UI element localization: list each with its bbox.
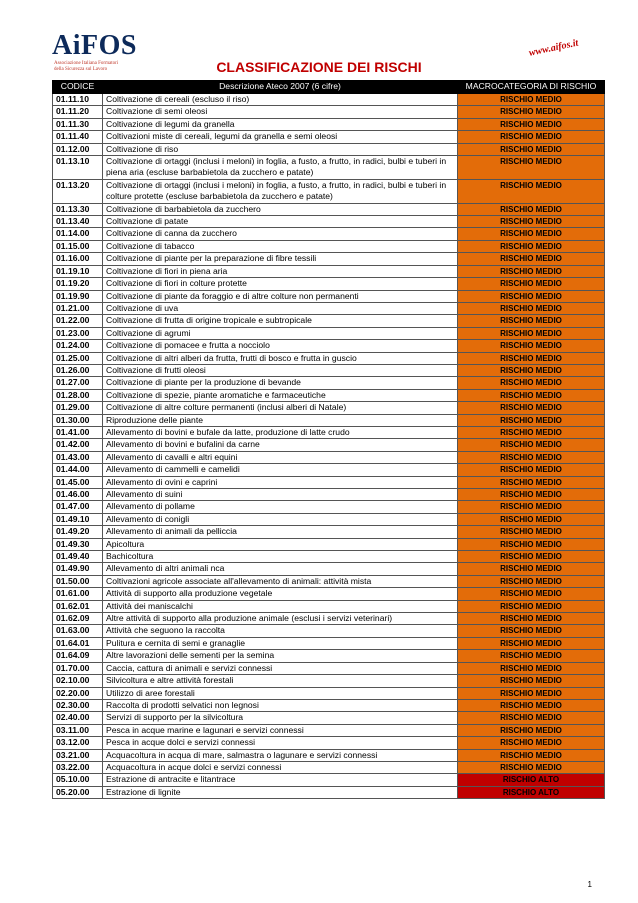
cell-descrizione: Coltivazione di tabacco — [103, 240, 458, 252]
cell-codice: 01.11.40 — [53, 131, 103, 143]
table-row — [53, 551, 605, 563]
cell-codice: 01.19.90 — [53, 290, 103, 302]
cell-codice: 01.15.00 — [53, 240, 103, 252]
column-header-descrizione: Descrizione Ateco 2007 (6 cifre) — [103, 81, 458, 94]
table-row — [53, 94, 605, 106]
cell-rischio-badge: RISCHIO MEDIO — [458, 203, 605, 215]
table-row — [53, 538, 605, 550]
cell-descrizione: Attività che seguono la raccolta — [103, 625, 458, 637]
cell-descrizione: Caccia, cattura di animali e servizi connessi — [103, 662, 458, 674]
cell-descrizione: Coltivazione di fiori in colture protette — [103, 278, 458, 290]
table-row — [53, 389, 605, 401]
cell-rischio-badge: RISCHIO MEDIO — [458, 699, 605, 711]
cell-descrizione: Coltivazione di barbabietola da zucchero — [103, 203, 458, 215]
cell-codice: 02.10.00 — [53, 675, 103, 687]
cell-codice: 01.14.00 — [53, 228, 103, 240]
cell-rischio-badge: RISCHIO MEDIO — [458, 439, 605, 451]
cell-codice: 01.27.00 — [53, 377, 103, 389]
cell-codice: 01.11.20 — [53, 106, 103, 118]
cell-rischio-badge: RISCHIO MEDIO — [458, 563, 605, 575]
table-row — [53, 749, 605, 761]
cell-rischio-badge: RISCHIO MEDIO — [458, 575, 605, 587]
cell-codice: 01.29.00 — [53, 402, 103, 414]
cell-codice: 01.42.00 — [53, 439, 103, 451]
cell-codice: 03.11.00 — [53, 724, 103, 736]
cell-descrizione: Coltivazione di piante da foraggio e di altre colture non permanenti — [103, 290, 458, 302]
cell-codice: 01.25.00 — [53, 352, 103, 364]
cell-codice: 01.13.10 — [53, 156, 103, 180]
cell-codice: 01.13.20 — [53, 179, 103, 203]
cell-descrizione: Allevamento di conigli — [103, 513, 458, 525]
logo-subtitle-line-1: Associazione Italiana Formatori — [54, 61, 119, 66]
table-row — [53, 476, 605, 488]
cell-descrizione: Allevamento di altri animali nca — [103, 563, 458, 575]
cell-codice: 01.49.10 — [53, 513, 103, 525]
cell-codice: 01.64.09 — [53, 650, 103, 662]
cell-descrizione: Coltivazione di cereali (escluso il riso) — [103, 94, 458, 106]
cell-rischio-badge: RISCHIO MEDIO — [458, 650, 605, 662]
cell-descrizione: Allevamento di pollame — [103, 501, 458, 513]
cell-codice: 01.49.20 — [53, 526, 103, 538]
cell-codice: 01.12.00 — [53, 143, 103, 155]
logo-subtitle-line-2: della Sicurezza sul Lavoro — [54, 67, 108, 72]
cell-descrizione: Coltivazione di semi oleosi — [103, 106, 458, 118]
website-stamp: www.aifos.it — [528, 37, 580, 59]
table-row — [53, 131, 605, 143]
cell-descrizione: Coltivazione di ortaggi (inclusi i meloni) in foglia, a fusto, a frutto, in radici, bulbi e tuberi in piena aria (escluse barbabietola da zucchero e patate) — [103, 156, 458, 180]
cell-descrizione: Coltivazione di patate — [103, 216, 458, 228]
cell-descrizione: Coltivazioni agricole associate all'allevamento di animali: attività mista — [103, 575, 458, 587]
table-row — [53, 228, 605, 240]
cell-codice: 02.20.00 — [53, 687, 103, 699]
cell-rischio-badge: RISCHIO ALTO — [458, 774, 605, 786]
table-row — [53, 761, 605, 773]
cell-rischio-badge: RISCHIO MEDIO — [458, 476, 605, 488]
cell-descrizione: Pesca in acque marine e lagunari e servizi connessi — [103, 724, 458, 736]
cell-codice: 01.28.00 — [53, 389, 103, 401]
table-row — [53, 613, 605, 625]
table-row — [53, 179, 605, 203]
cell-codice: 01.24.00 — [53, 340, 103, 352]
table-row — [53, 156, 605, 180]
cell-descrizione: Coltivazione di pomacee e frutta a nocciolo — [103, 340, 458, 352]
table-row — [53, 625, 605, 637]
cell-descrizione: Coltivazione di fiori in piena aria — [103, 265, 458, 277]
cell-descrizione: Attività di supporto alla produzione vegetale — [103, 588, 458, 600]
cell-descrizione: Coltivazione di altri alberi da frutta, frutti di bosco e frutta in guscio — [103, 352, 458, 364]
cell-descrizione: Allevamento di bovini e bufale da latte, produzione di latte crudo — [103, 426, 458, 438]
cell-rischio-badge: RISCHIO MEDIO — [458, 724, 605, 736]
cell-rischio-badge: RISCHIO MEDIO — [458, 402, 605, 414]
table-body — [53, 94, 605, 799]
cell-descrizione: Allevamento di animali da pelliccia — [103, 526, 458, 538]
cell-descrizione: Coltivazione di altre colture permanenti (inclusi alberi di Natale) — [103, 402, 458, 414]
cell-codice: 01.61.00 — [53, 588, 103, 600]
cell-rischio-badge: RISCHIO MEDIO — [458, 228, 605, 240]
cell-rischio-badge: RISCHIO MEDIO — [458, 364, 605, 376]
cell-rischio-badge: RISCHIO MEDIO — [458, 451, 605, 463]
table-row — [53, 439, 605, 451]
cell-descrizione: Apicoltura — [103, 538, 458, 550]
cell-codice: 03.22.00 — [53, 761, 103, 773]
cell-rischio-badge: RISCHIO MEDIO — [458, 352, 605, 364]
cell-rischio-badge: RISCHIO MEDIO — [458, 538, 605, 550]
cell-rischio-badge: RISCHIO MEDIO — [458, 143, 605, 155]
cell-codice: 01.49.90 — [53, 563, 103, 575]
cell-codice: 01.11.30 — [53, 118, 103, 130]
cell-descrizione: Coltivazione di canna da zucchero — [103, 228, 458, 240]
table-row — [53, 662, 605, 674]
table-row — [53, 106, 605, 118]
cell-rischio-badge: RISCHIO MEDIO — [458, 501, 605, 513]
cell-descrizione: Coltivazione di frutta di origine tropicale e subtropicale — [103, 315, 458, 327]
page-title: CLASSIFICAZIONE DEI RISCHI — [216, 59, 422, 75]
cell-rischio-badge: RISCHIO MEDIO — [458, 131, 605, 143]
risk-classification-table — [52, 80, 605, 799]
table-row — [53, 327, 605, 339]
cell-descrizione: Utilizzo di aree forestali — [103, 687, 458, 699]
cell-codice: 01.19.20 — [53, 278, 103, 290]
table-row — [53, 501, 605, 513]
cell-codice: 01.26.00 — [53, 364, 103, 376]
table-row — [53, 489, 605, 501]
cell-rischio-badge: RISCHIO MEDIO — [458, 94, 605, 106]
table-row — [53, 724, 605, 736]
table-row — [53, 575, 605, 587]
table-row — [53, 774, 605, 786]
cell-descrizione: Allevamento di ovini e caprini — [103, 476, 458, 488]
cell-descrizione: Allevamento di cavalli e altri equini — [103, 451, 458, 463]
cell-descrizione: Allevamento di bovini e bufalini da carne — [103, 439, 458, 451]
cell-descrizione: Pesca in acque dolci e servizi connessi — [103, 737, 458, 749]
cell-rischio-badge: RISCHIO MEDIO — [458, 513, 605, 525]
cell-descrizione: Raccolta di prodotti selvatici non legnosi — [103, 699, 458, 711]
table-row — [53, 675, 605, 687]
cell-descrizione: Riproduzione delle piante — [103, 414, 458, 426]
table-header-row — [53, 81, 605, 94]
cell-codice: 01.70.00 — [53, 662, 103, 674]
cell-rischio-badge: RISCHIO MEDIO — [458, 118, 605, 130]
table-row — [53, 216, 605, 228]
cell-codice: 01.43.00 — [53, 451, 103, 463]
cell-rischio-badge: RISCHIO MEDIO — [458, 106, 605, 118]
cell-rischio-badge: RISCHIO MEDIO — [458, 625, 605, 637]
table-row — [53, 364, 605, 376]
cell-codice: 01.49.40 — [53, 551, 103, 563]
cell-rischio-badge: RISCHIO MEDIO — [458, 687, 605, 699]
cell-descrizione: Acquacoltura in acque dolci e servizi connessi — [103, 761, 458, 773]
cell-rischio-badge: RISCHIO MEDIO — [458, 464, 605, 476]
cell-descrizione: Coltivazione di legumi da granella — [103, 118, 458, 130]
cell-descrizione: Coltivazione di frutti oleosi — [103, 364, 458, 376]
cell-rischio-badge: RISCHIO MEDIO — [458, 737, 605, 749]
cell-descrizione: Estrazione di antracite e litantrace — [103, 774, 458, 786]
cell-codice: 01.30.00 — [53, 414, 103, 426]
cell-codice: 01.22.00 — [53, 315, 103, 327]
cell-codice: 01.64.01 — [53, 637, 103, 649]
cell-rischio-badge: RISCHIO MEDIO — [458, 613, 605, 625]
table-row — [53, 563, 605, 575]
logo-text: AiFOS — [52, 30, 137, 61]
cell-rischio-badge: RISCHIO MEDIO — [458, 290, 605, 302]
cell-rischio-badge: RISCHIO MEDIO — [458, 675, 605, 687]
table-row — [53, 426, 605, 438]
cell-descrizione: Silvicoltura e altre attività forestali — [103, 675, 458, 687]
cell-rischio-badge: RISCHIO MEDIO — [458, 302, 605, 314]
cell-codice: 01.11.10 — [53, 94, 103, 106]
cell-rischio-badge: RISCHIO MEDIO — [458, 712, 605, 724]
cell-rischio-badge: RISCHIO MEDIO — [458, 389, 605, 401]
cell-descrizione: Altre lavorazioni delle sementi per la semina — [103, 650, 458, 662]
table-row — [53, 637, 605, 649]
cell-codice: 01.41.00 — [53, 426, 103, 438]
cell-descrizione: Attività dei maniscalchi — [103, 600, 458, 612]
table-row — [53, 786, 605, 798]
column-header-codice: CODICE — [53, 81, 103, 94]
cell-rischio-badge: RISCHIO MEDIO — [458, 637, 605, 649]
table-row — [53, 253, 605, 265]
cell-rischio-badge: RISCHIO MEDIO — [458, 278, 605, 290]
cell-rischio-badge: RISCHIO MEDIO — [458, 253, 605, 265]
cell-codice: 01.44.00 — [53, 464, 103, 476]
cell-rischio-badge: RISCHIO MEDIO — [458, 315, 605, 327]
cell-descrizione: Coltivazione di riso — [103, 143, 458, 155]
cell-codice: 01.50.00 — [53, 575, 103, 587]
table-row — [53, 737, 605, 749]
cell-descrizione: Bachicoltura — [103, 551, 458, 563]
cell-rischio-badge: RISCHIO MEDIO — [458, 749, 605, 761]
cell-rischio-badge: RISCHIO MEDIO — [458, 526, 605, 538]
cell-descrizione: Coltivazione di piante per la produzione di bevande — [103, 377, 458, 389]
cell-descrizione: Servizi di supporto per la silvicoltura — [103, 712, 458, 724]
cell-codice: 02.30.00 — [53, 699, 103, 711]
cell-codice: 01.47.00 — [53, 501, 103, 513]
cell-codice: 01.62.01 — [53, 600, 103, 612]
cell-codice: 01.13.30 — [53, 203, 103, 215]
table-row — [53, 302, 605, 314]
table-row — [53, 687, 605, 699]
table-row — [53, 352, 605, 364]
table-row — [53, 240, 605, 252]
cell-rischio-badge: RISCHIO MEDIO — [458, 327, 605, 339]
cell-descrizione: Coltivazione di spezie, piante aromatiche e farmaceutiche — [103, 389, 458, 401]
table-row — [53, 278, 605, 290]
table-row — [53, 340, 605, 352]
page-number: 1 — [587, 880, 592, 889]
table-row — [53, 526, 605, 538]
cell-rischio-badge: RISCHIO MEDIO — [458, 600, 605, 612]
cell-codice: 05.20.00 — [53, 786, 103, 798]
cell-codice: 01.62.09 — [53, 613, 103, 625]
table-row — [53, 712, 605, 724]
cell-codice: 01.49.30 — [53, 538, 103, 550]
cell-descrizione: Coltivazione di agrumi — [103, 327, 458, 339]
cell-rischio-badge: RISCHIO MEDIO — [458, 340, 605, 352]
cell-codice: 01.63.00 — [53, 625, 103, 637]
table-row — [53, 118, 605, 130]
table-row — [53, 265, 605, 277]
table-row — [53, 650, 605, 662]
cell-codice: 01.13.40 — [53, 216, 103, 228]
table-row — [53, 377, 605, 389]
cell-descrizione: Coltivazione di piante per la preparazione di fibre tessili — [103, 253, 458, 265]
cell-descrizione: Allevamento di suini — [103, 489, 458, 501]
cell-descrizione: Estrazione di lignite — [103, 786, 458, 798]
cell-codice: 03.21.00 — [53, 749, 103, 761]
table-row — [53, 290, 605, 302]
table-row — [53, 451, 605, 463]
table-row — [53, 588, 605, 600]
table-row — [53, 203, 605, 215]
cell-rischio-badge: RISCHIO MEDIO — [458, 377, 605, 389]
table-row — [53, 600, 605, 612]
table-row — [53, 315, 605, 327]
cell-rischio-badge: RISCHIO MEDIO — [458, 240, 605, 252]
cell-codice: 02.40.00 — [53, 712, 103, 724]
cell-descrizione: Pulitura e cernita di semi e granaglie — [103, 637, 458, 649]
cell-codice: 01.19.10 — [53, 265, 103, 277]
cell-rischio-badge: RISCHIO MEDIO — [458, 156, 605, 180]
cell-rischio-badge: RISCHIO MEDIO — [458, 265, 605, 277]
cell-descrizione: Coltivazioni miste di cereali, legumi da granella e semi oleosi — [103, 131, 458, 143]
cell-codice: 01.45.00 — [53, 476, 103, 488]
cell-rischio-badge: RISCHIO MEDIO — [458, 551, 605, 563]
cell-descrizione: Altre attività di supporto alla produzione animale (esclusi i servizi veterinari) — [103, 613, 458, 625]
cell-rischio-badge: RISCHIO MEDIO — [458, 216, 605, 228]
cell-rischio-badge: RISCHIO MEDIO — [458, 588, 605, 600]
cell-rischio-badge: RISCHIO MEDIO — [458, 179, 605, 203]
cell-codice: 01.46.00 — [53, 489, 103, 501]
cell-descrizione: Acquacoltura in acqua di mare, salmastra o lagunare e servizi connessi — [103, 749, 458, 761]
column-header-macrocategoria: MACROCATEGORIA DI RISCHIO — [458, 81, 605, 94]
table-row — [53, 143, 605, 155]
cell-descrizione: Coltivazione di uva — [103, 302, 458, 314]
cell-rischio-badge: RISCHIO MEDIO — [458, 414, 605, 426]
table-row — [53, 414, 605, 426]
cell-rischio-badge: RISCHIO MEDIO — [458, 662, 605, 674]
cell-codice: 01.16.00 — [53, 253, 103, 265]
cell-descrizione: Allevamento di cammelli e camelidi — [103, 464, 458, 476]
cell-codice: 03.12.00 — [53, 737, 103, 749]
cell-rischio-badge: RISCHIO ALTO — [458, 786, 605, 798]
cell-codice: 01.23.00 — [53, 327, 103, 339]
table-row — [53, 464, 605, 476]
cell-codice: 05.10.00 — [53, 774, 103, 786]
cell-rischio-badge: RISCHIO MEDIO — [458, 761, 605, 773]
cell-rischio-badge: RISCHIO MEDIO — [458, 426, 605, 438]
cell-codice: 01.21.00 — [53, 302, 103, 314]
table-row — [53, 699, 605, 711]
cell-descrizione: Coltivazione di ortaggi (inclusi i meloni) in foglia, a fusto, a frutto, in radici, bulbi e tuberi in colture protette (escluse barbabietola da zucchero e patate) — [103, 179, 458, 203]
table-row — [53, 513, 605, 525]
table-row — [53, 402, 605, 414]
cell-rischio-badge: RISCHIO MEDIO — [458, 489, 605, 501]
